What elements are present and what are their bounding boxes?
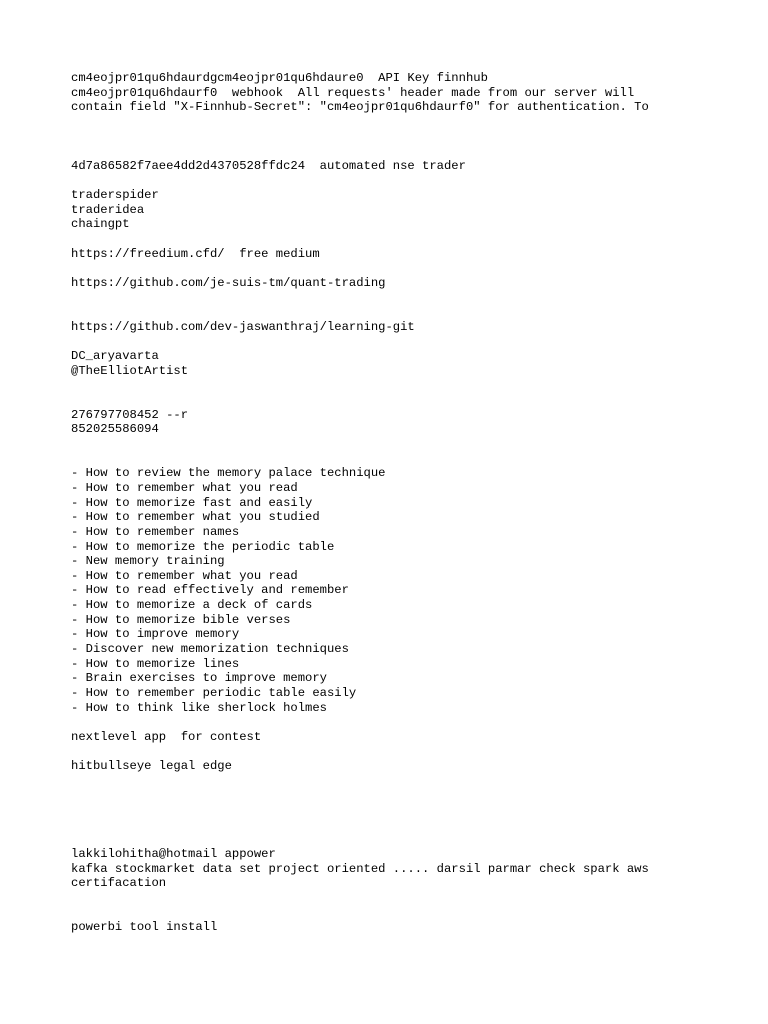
text-line: - How to remember names [71, 524, 240, 539]
text-line [71, 891, 751, 906]
text-line: - How to memorize bible verses [71, 612, 291, 627]
text-line [71, 144, 751, 159]
text-line: cm4eojpr01qu6hdaurf0 webhook All requests' header made from our server will [71, 85, 635, 100]
text-line: contain field "X-Finnhub-Secret": "cm4eojpr01qu6hdaurf0" for authentication. To [71, 100, 649, 115]
text-line [71, 291, 751, 306]
text-line [71, 744, 751, 759]
text-line: - Discover new memorization techniques [71, 641, 349, 656]
text-line: - How to improve memory [71, 627, 240, 642]
text-line: traderspider [71, 188, 159, 203]
text-line: certifacation [71, 876, 167, 891]
text-line [71, 774, 751, 789]
text-line: - How to remember periodic table easily [71, 685, 357, 700]
text-line: chaingpt [71, 217, 130, 232]
text-line: hitbullseye legal edge [71, 759, 232, 774]
text-line: - New memory training [71, 554, 225, 569]
text-line: https://github.com/dev-jaswanthraj/learning-git [71, 319, 415, 334]
text-line [71, 437, 751, 452]
text-line: @TheElliotArtist [71, 363, 189, 378]
text-line [71, 130, 751, 145]
text-line: https://github.com/je-suis-tm/quant-trading [71, 275, 386, 290]
text-line [71, 832, 751, 847]
text-line [71, 115, 751, 130]
text-line [71, 818, 751, 833]
text-line: cm4eojpr01qu6hdaurdgcm4eojpr01qu6hdaure0 API Key finnhub [71, 71, 488, 85]
text-line: - How to memorize the periodic table [71, 539, 335, 554]
text-line: lakkilohitha@hotmail appower [71, 846, 276, 861]
text-line: - How to remember what you read [71, 568, 298, 583]
text-line: 276797708452 --r [71, 407, 189, 422]
text-line: 4d7a86582f7aee4dd2d4370528ffdc24 automated nse trader [71, 158, 466, 173]
text-line: - How to read effectively and remember [71, 583, 349, 598]
text-line: - How to memorize a deck of cards [71, 598, 313, 613]
text-line: 852025586094 [71, 422, 159, 437]
text-line [71, 378, 751, 393]
text-line: - How to remember what you studied [71, 510, 320, 525]
text-line [71, 261, 751, 276]
text-line: kafka stockmarket data set project oriented ..... darsil parmar check spark aws [71, 861, 649, 876]
text-line [71, 232, 751, 247]
text-line [71, 788, 751, 803]
text-line [71, 452, 751, 467]
text-line: - How to memorize lines [71, 656, 240, 671]
text-line: traderidea [71, 202, 145, 217]
text-line [71, 335, 751, 350]
text-line [71, 906, 751, 921]
text-line: DC_aryavarta [71, 349, 159, 364]
text-line: - How to think like sherlock holmes [71, 700, 327, 715]
text-line [71, 715, 751, 730]
text-line [71, 393, 751, 408]
text-line: - How to memorize fast and easily [71, 495, 313, 510]
text-line: - How to review the memory palace technique [71, 466, 386, 481]
document-page [71, 71, 751, 935]
text-line: nextlevel app for contest [71, 729, 262, 744]
text-line [71, 305, 751, 320]
text-line [71, 803, 751, 818]
text-line: powerbi tool install [71, 920, 218, 935]
text-line: - Brain exercises to improve memory [71, 671, 327, 686]
text-line: - How to remember what you read [71, 480, 298, 495]
text-line: https://freedium.cfd/ free medium [71, 246, 320, 261]
text-line [71, 173, 751, 188]
